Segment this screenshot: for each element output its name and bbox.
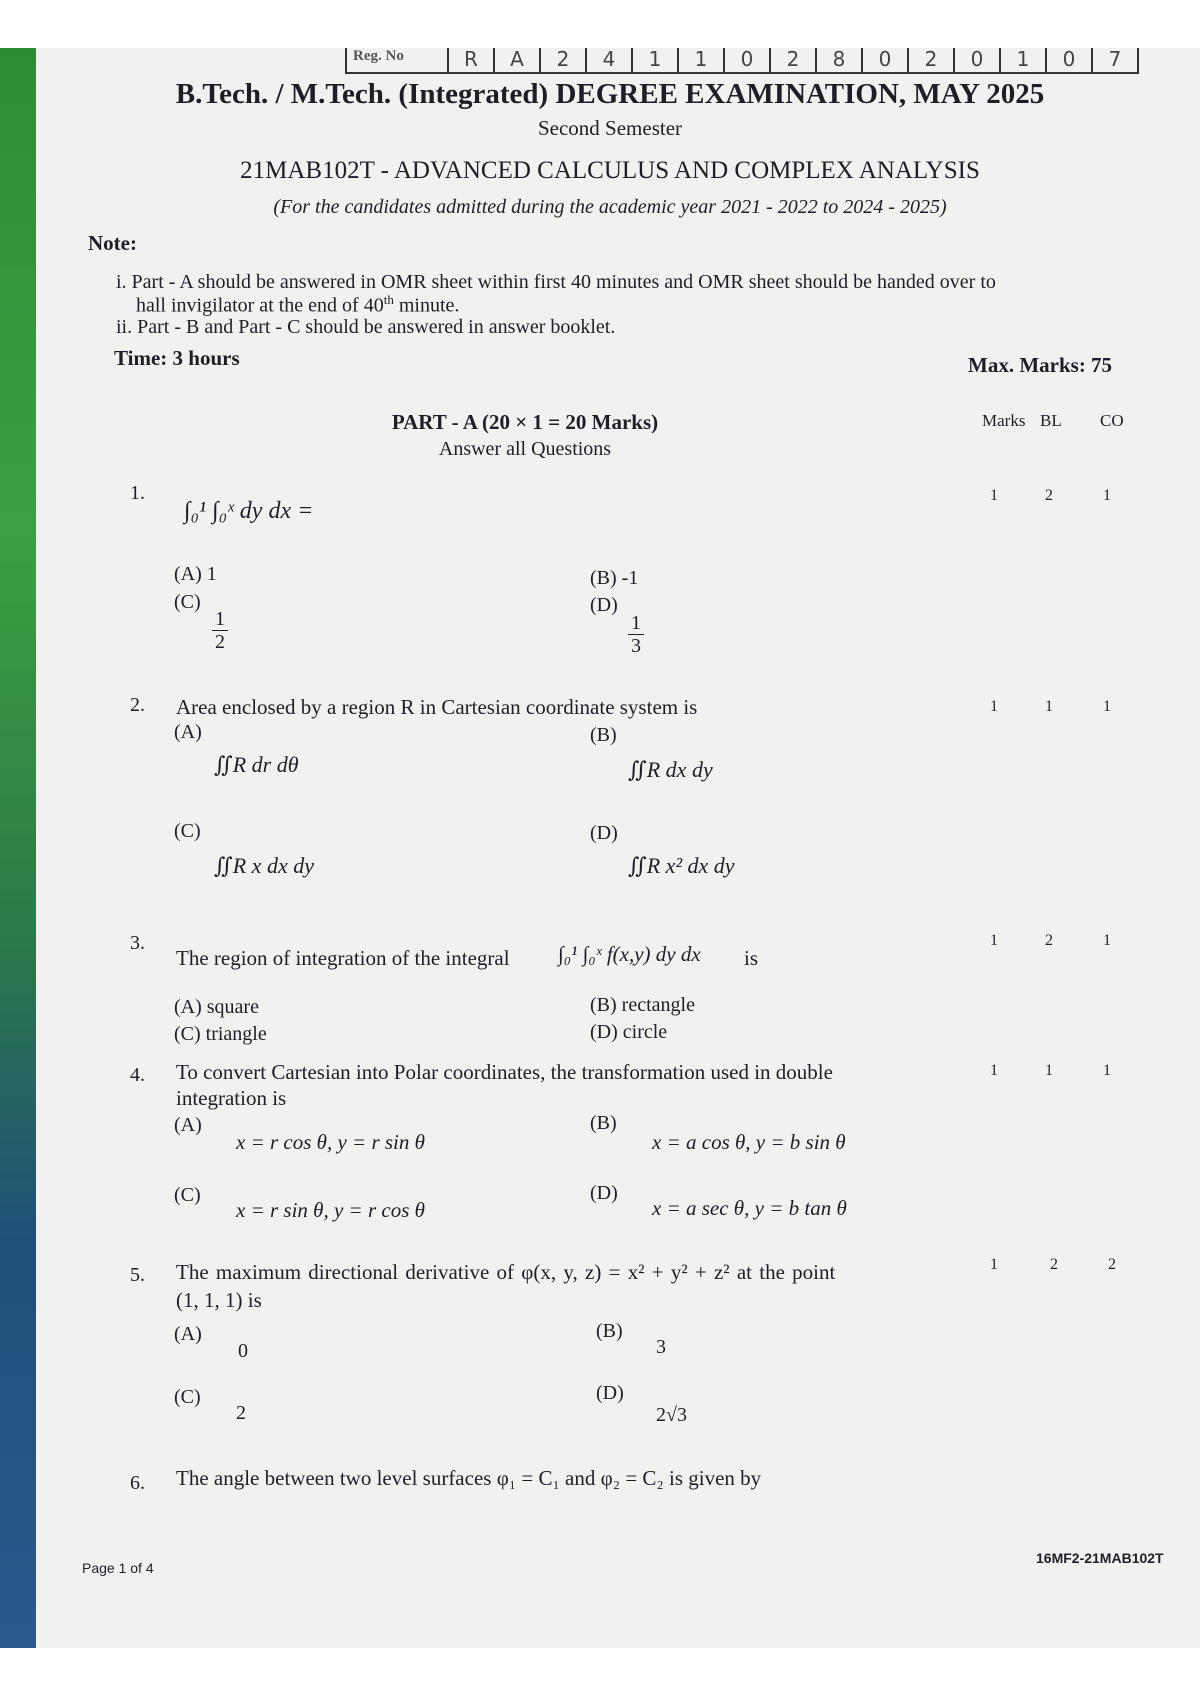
q5-stem-1: The maximum directional derivative of φ(x, y, z) = x² + y² + z² at the point [176, 1260, 836, 1284]
question-number: 2. [130, 694, 145, 716]
reg-digit: 1 [677, 48, 723, 72]
note-label: Note: [88, 231, 137, 255]
q3-stem-b: is [744, 946, 759, 970]
q4-bl: 1 [1045, 1062, 1053, 1079]
reg-digit: 7 [1091, 48, 1137, 72]
reg-digits [447, 48, 1137, 72]
note-sup: th [383, 292, 394, 307]
q3-option-c: (C) triangle [174, 1023, 267, 1045]
fraction-denominator: 2 [215, 631, 225, 653]
question-number: 3. [130, 932, 145, 954]
fraction-numerator: 1 [212, 608, 228, 631]
q2-stem: Area enclosed by a region R in Cartesian coordinate system is [176, 695, 698, 719]
q4-option-b-expr: x = a cos θ, y = b sin θ [652, 1130, 846, 1154]
q1-option-d-fraction [628, 612, 644, 657]
q5-marks: 1 [990, 1256, 998, 1273]
q3-stem-a: The region of integration of the integral [176, 946, 510, 970]
q1-integral: ∫₀¹ ∫₀ˣ dy dx = [184, 498, 314, 524]
q2-bl: 1 [1045, 698, 1053, 715]
q3-bl: 2 [1045, 932, 1053, 949]
q4-stem-1: To convert Cartesian into Polar coordinates, the transformation used in double [176, 1060, 833, 1084]
q5-bl: 2 [1050, 1256, 1058, 1273]
question-number: 1. [130, 482, 145, 504]
q3-option-a: (A) square [174, 996, 259, 1018]
q2-option-b-expr: ∬R dx dy [628, 757, 713, 782]
q2-option-a: (A) [174, 721, 202, 743]
q1-option-b: (B) -1 [590, 567, 639, 589]
exam-title: B.Tech. / M.Tech. (Integrated) DEGREE EXAMINATION, MAY 2025 [175, 78, 1045, 110]
reg-digit: 1 [631, 48, 677, 72]
q2-option-d-expr: ∬R x² dx dy [628, 853, 735, 878]
q2-option-a-expr: ∬R dr dθ [214, 752, 299, 777]
reg-digit: A [493, 48, 539, 72]
q1-option-a: (A) 1 [174, 563, 217, 585]
reg-digit: 0 [1045, 48, 1091, 72]
fraction-numerator: 1 [628, 612, 644, 635]
question-number: 6. [130, 1472, 145, 1494]
page-background-edge [0, 48, 36, 1648]
note-item-2: ii. Part - B and Part - C should be answered in answer booklet. [116, 316, 616, 338]
reg-digit: 4 [585, 48, 631, 72]
q5-co: 2 [1108, 1256, 1116, 1273]
q4-option-d: (D) [590, 1182, 618, 1204]
q1-bl: 2 [1045, 487, 1053, 504]
q2-co: 1 [1103, 698, 1111, 715]
q5-option-c-expr: 2 [236, 1402, 246, 1424]
time-allowed: Time: 3 hours [114, 346, 240, 370]
admitted-note: (For the candidates admitted during the academic year 2021 - 2022 to 2024 - 2025) [273, 196, 947, 218]
q2-option-d: (D) [590, 822, 618, 844]
q4-option-a-expr: x = r cos θ, y = r sin θ [236, 1130, 425, 1154]
q4-option-b: (B) [590, 1112, 617, 1134]
reg-digit: 8 [815, 48, 861, 72]
reg-digit: 0 [953, 48, 999, 72]
reg-digit: 2 [769, 48, 815, 72]
reg-digit: R [447, 48, 493, 72]
note-text: minute. [393, 294, 460, 317]
q5-option-a: (A) [174, 1323, 202, 1345]
question-number: 5. [130, 1264, 145, 1286]
col-co: CO [1100, 411, 1124, 430]
fraction-denominator: 3 [631, 635, 641, 657]
reg-digit: 1 [999, 48, 1045, 72]
q3-integral: ∫₀¹ ∫₀ˣ f(x,y) dy dx [558, 942, 701, 966]
q5-option-b-expr: 3 [656, 1336, 666, 1358]
note-text: hall invigilator at the end of 40 [136, 294, 384, 317]
reg-digit: 2 [539, 48, 585, 72]
q5-option-d-expr: 2√3 [656, 1404, 687, 1426]
q3-option-b: (B) rectangle [590, 994, 695, 1016]
course-title: 21MAB102T - ADVANCED CALCULUS AND COMPLEX ANALYSIS [240, 157, 980, 184]
q2-option-b: (B) [590, 724, 617, 746]
q4-stem-2: integration is [176, 1086, 287, 1110]
q1-option-c-fraction [212, 608, 228, 653]
semester: Second Semester [537, 116, 683, 140]
q6-stem: The angle between two level surfaces φ₁ = C₁ and φ₂ = C₂ is given by [176, 1466, 762, 1490]
q4-co: 1 [1103, 1062, 1111, 1079]
q2-marks: 1 [990, 698, 998, 715]
q1-option-d: (D) [590, 594, 618, 616]
q3-marks: 1 [990, 932, 998, 949]
q3-option-d: (D) circle [590, 1021, 668, 1043]
q5-option-b: (B) [596, 1320, 623, 1342]
q4-option-c-expr: x = r sin θ, y = r cos θ [236, 1198, 425, 1222]
q1-option-c: (C) [174, 591, 201, 613]
col-bl: BL [1040, 411, 1062, 430]
q1-marks: 1 [990, 487, 998, 504]
register-number-box [345, 48, 1139, 74]
q1-co: 1 [1103, 487, 1111, 504]
part-a-title: PART - A (20 × 1 = 20 Marks) [391, 410, 659, 434]
q2-option-c: (C) [174, 820, 201, 842]
q3-co: 1 [1103, 932, 1111, 949]
q5-option-c: (C) [174, 1386, 201, 1408]
q4-option-a: (A) [174, 1114, 202, 1136]
reg-digit: 2 [907, 48, 953, 72]
page-number: Page 1 of 4 [82, 1560, 154, 1576]
reg-digit: 0 [861, 48, 907, 72]
q2-option-c-expr: ∬R x dx dy [214, 853, 314, 878]
q5-stem-2: (1, 1, 1) is [176, 1288, 262, 1312]
note-item-1-cont [136, 292, 459, 318]
q5-option-a-expr: 0 [238, 1340, 248, 1362]
question-number: 4. [130, 1064, 145, 1086]
col-marks: Marks [982, 411, 1026, 430]
note-item-1: i. Part - A should be answered in OMR sheet within first 40 minutes and OMR sheet should be handed over to [116, 271, 996, 293]
reg-digit: 0 [723, 48, 769, 72]
q4-option-d-expr: x = a sec θ, y = b tan θ [652, 1196, 847, 1220]
part-a-subtitle: Answer all Questions [438, 438, 612, 460]
reg-no-label: Reg. No [353, 48, 404, 64]
max-marks: Max. Marks: 75 [968, 353, 1113, 377]
q4-marks: 1 [990, 1062, 998, 1079]
q5-option-d: (D) [596, 1382, 624, 1404]
paper-code: 16MF2-21MAB102T [1036, 1550, 1164, 1566]
q4-option-c: (C) [174, 1184, 201, 1206]
